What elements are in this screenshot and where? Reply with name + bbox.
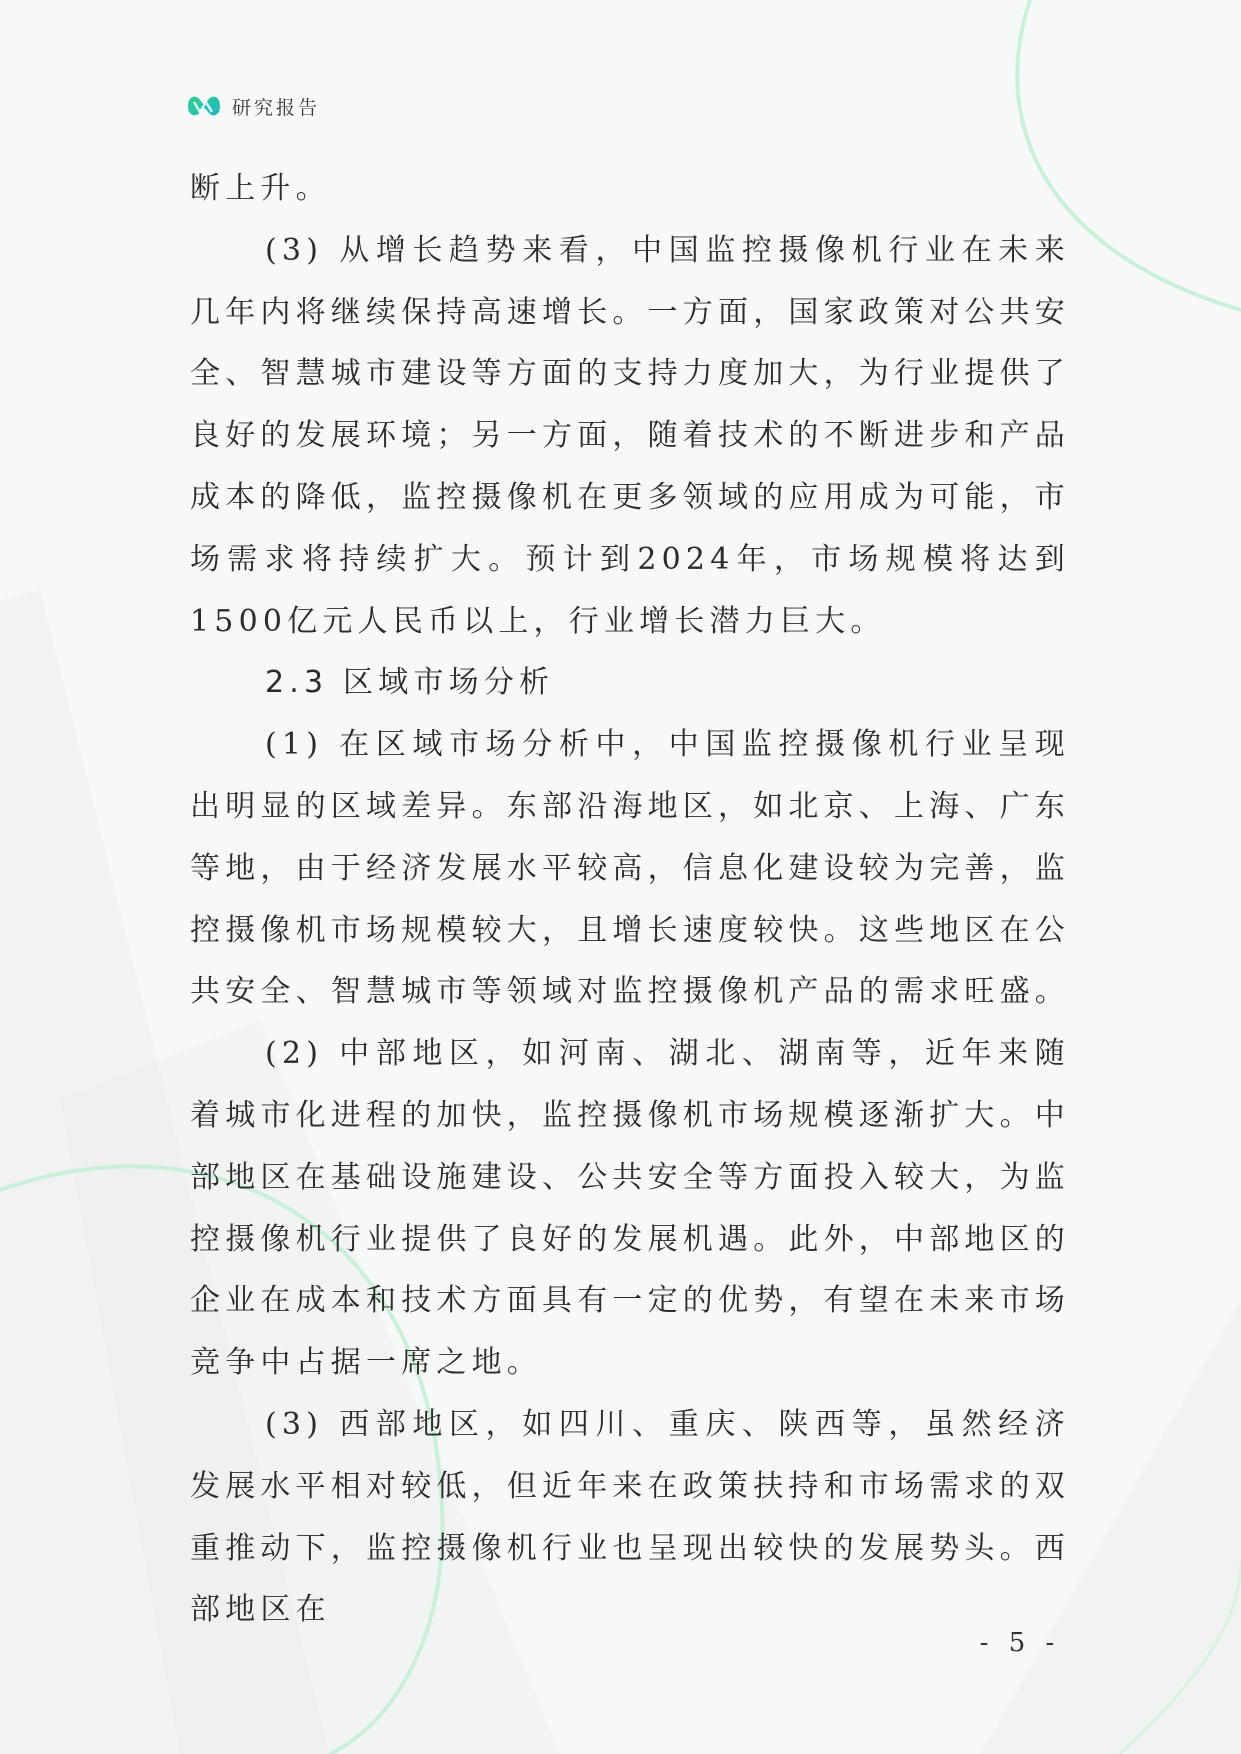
document-body — [190, 158, 1070, 1641]
section-heading-regional-market: 2.3 区域市场分析 — [265, 665, 555, 701]
page-header — [186, 88, 320, 124]
paragraph-continuation: 断上升。 — [190, 171, 331, 206]
paragraph-regional-east: (1) 在区域市场分析中，中国监控摄像机行业呈现出明显的区域差异。东部沿海地区，如北京、上海、广东等地，由于经济发展水平较高，信息化建设较为完善，监控摄像机市场规模较大，且增长速度较快。这些地区在公共安全、智慧城市等领域对监控摄像机产品的需求旺盛。 — [190, 727, 1070, 1010]
paragraph-growth-trend: (3) 从增长趋势来看，中国监控摄像机行业在未来几年内将继续保持高速增长。一方面，国家政策对公共安全、智慧城市建设等方面的支持力度加大，为行业提供了良好的发展环境；另一方面，随着技术的不断进步和产品成本的降低，监控摄像机在更多领域的应用成为可能，市场需求将持续扩大。预计到2024年，市场规模将达到1500亿元人民币以上，行业增长潜力巨大。 — [190, 232, 1070, 639]
research-logo-icon — [186, 90, 222, 122]
header-title: 研究报告 — [232, 96, 321, 119]
paragraph-regional-west: (3) 西部地区，如四川、重庆、陕西等，虽然经济发展水平相对较低，但近年来在政策扶持和市场需求的双重推动下，监控摄像机行业也呈现出较快的发展势头。西部地区在 — [190, 1406, 1070, 1628]
page-number: - 5 - — [979, 1628, 1061, 1658]
paragraph-regional-central: (2) 中部地区，如河南、湖北、湖南等，近年来随着城市化进程的加快，监控摄像机市场规模逐渐扩大。中部地区在基础设施建设、公共安全等方面投入较大，为监控摄像机行业提供了良好的发展机遇。此外，中部地区的企业在成本和技术方面具有一定的优势，有望在未来市场竞争中占据一席之地。 — [190, 1036, 1070, 1381]
